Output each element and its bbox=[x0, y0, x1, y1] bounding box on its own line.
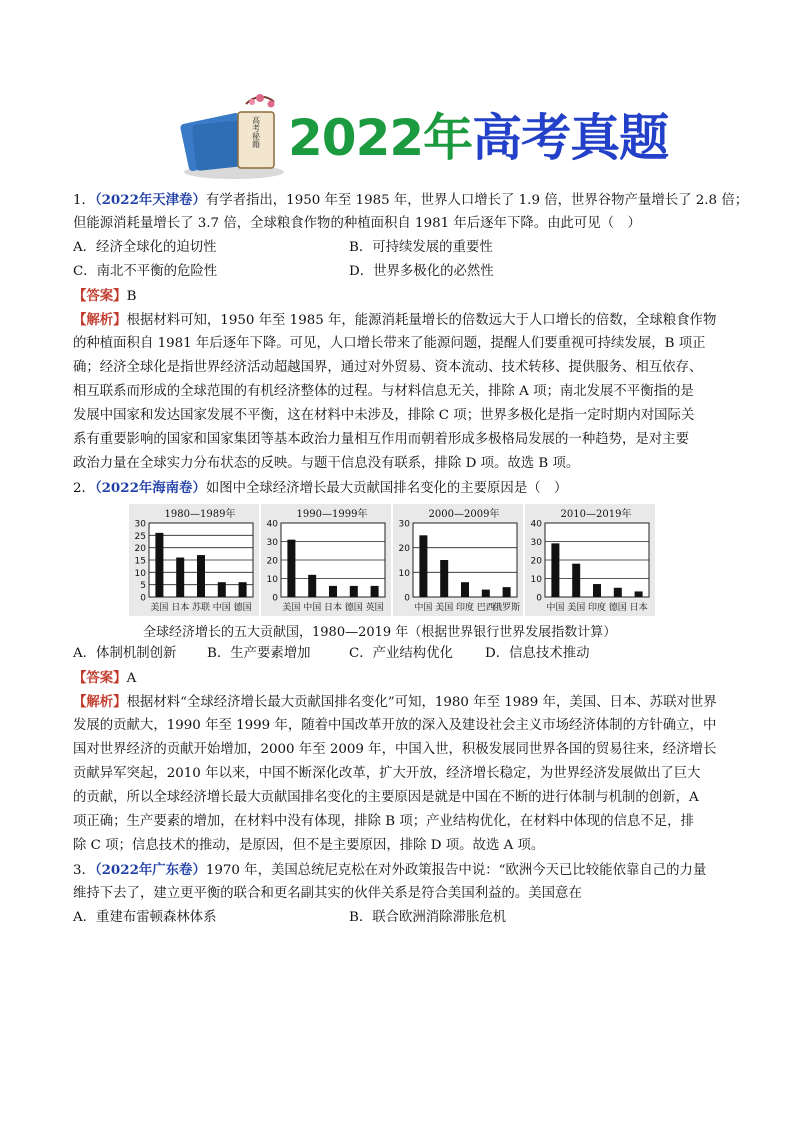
q2-analysis-line: 的贡献，所以全球经济增长最大贡献国排名变化的主要原因是就是中国在不断的进行体制与机制的创新，A bbox=[73, 790, 699, 805]
chart-category-label: 美国 bbox=[150, 603, 169, 613]
chart-tick-label: 10 bbox=[530, 575, 542, 585]
chart-bar bbox=[635, 591, 643, 597]
chart-tick-label: 10 bbox=[398, 568, 410, 579]
chart-tick-label: 0 bbox=[140, 593, 146, 604]
chart-bar bbox=[155, 533, 163, 597]
chart-category-label: 德国 bbox=[344, 603, 363, 613]
q2-option-b: B．生产要素增加 bbox=[207, 646, 311, 661]
chart-tick-label: 30 bbox=[134, 519, 146, 530]
chart-category-label: 德国 bbox=[233, 603, 252, 613]
q2-answer bbox=[73, 666, 733, 690]
chart-bar bbox=[371, 586, 379, 597]
chart-bar bbox=[176, 558, 184, 597]
q1-answer-tag: 【答案】 bbox=[73, 288, 127, 304]
title-heading: 高考真题 bbox=[472, 109, 669, 167]
chart-category-label: 中国 bbox=[303, 603, 322, 613]
q1-option-d: D．世界多极化的必然性 bbox=[349, 264, 494, 279]
chart-category-label: 美国 bbox=[435, 603, 454, 613]
q3-stem-text1: 1970 年，美国总统尼克松在对外政策报告中说：“欧洲今天已比较能依靠自己的力量 bbox=[205, 863, 707, 878]
chart-category-label: 英国 bbox=[365, 603, 384, 613]
chart-tick-label: 15 bbox=[134, 556, 146, 567]
chart-category-label: 日本 bbox=[629, 603, 648, 613]
chart-bar bbox=[482, 590, 490, 597]
chart-tick-label: 20 bbox=[530, 556, 542, 567]
book-stack-logo bbox=[176, 92, 286, 180]
chart-bar bbox=[197, 555, 205, 597]
chart-tick-label: 30 bbox=[398, 519, 410, 530]
q1-options-row2 bbox=[73, 260, 733, 284]
q2-chart-figure bbox=[73, 504, 733, 640]
chart-category-label: 美国 bbox=[567, 603, 586, 613]
q2-option-d: D．信息技术推动 bbox=[485, 646, 590, 661]
title-year: 2022年 bbox=[288, 109, 473, 167]
q2-number: 2． bbox=[73, 481, 95, 496]
chart-category-label: 中国 bbox=[212, 603, 231, 613]
q1-analysis-text: 根据材料可知，1950 年至 1985 年，能源消耗量增长的倍数远大于人口增长的倍数，全球粮食作物 bbox=[126, 313, 717, 328]
chart-tick-label: 20 bbox=[266, 556, 278, 567]
chart-bar bbox=[440, 560, 448, 597]
chart-tick-label: 0 bbox=[536, 593, 542, 604]
chart-category-label: 日本 bbox=[323, 603, 343, 613]
q1-analysis-line: 系有重要影响的国家和国家集团等基本政治力量相互作用而朝着形成多极格局发展的一种趋势，是对主要 bbox=[73, 432, 689, 447]
chart-category-label: 印度 bbox=[587, 603, 607, 613]
chart-tick-label: 5 bbox=[140, 581, 146, 592]
q2-analysis-line: 发展的贡献大，1990 年至 1999 年，随着中国改革开放的深入及建设社会主义市场经济体制的方针确立，中 bbox=[73, 718, 717, 733]
q1-analysis-line: 确；经济全球化是指世界经济活动超越国界，通过对外贸易、资本流动、技术转移、提供服务、相互依存、 bbox=[73, 360, 703, 375]
chart-bar bbox=[551, 543, 559, 597]
chart-bar bbox=[614, 588, 622, 597]
chart-title: 2000—2009年 bbox=[428, 509, 500, 520]
q2-analysis-line: 贡献异军突起，2010 年以来，中国不断深化改革，扩大开放，经济增长稳定，为世界经济发展做出了巨大 bbox=[73, 766, 701, 781]
chart-tick-label: 0 bbox=[272, 593, 278, 604]
chart-title: 1980—1989年 bbox=[164, 509, 236, 520]
q1-answer-value: B bbox=[126, 289, 137, 304]
chart-bar bbox=[461, 582, 469, 597]
chart-category-label: 印度 bbox=[455, 603, 475, 613]
chart-tick-label: 10 bbox=[134, 568, 146, 579]
q1-analysis-line: 相互联系而形成的全球范围的有机经济整体的过程。与材料信息无关，排除 A 项；南北发展不平衡指的是 bbox=[73, 384, 694, 399]
q3-option-b: B．联合欧洲消除滞胀危机 bbox=[349, 910, 507, 925]
q3-number: 3． bbox=[73, 863, 95, 878]
chart-category-label: 中国 bbox=[414, 603, 433, 613]
chart-bar bbox=[572, 564, 580, 597]
chart-category-label: 巴西 bbox=[476, 603, 495, 613]
q3-option-a: A．重建布雷顿森林体系 bbox=[73, 910, 217, 925]
chart-bar bbox=[287, 540, 295, 597]
chart-tick-label: 30 bbox=[530, 538, 542, 548]
q2-stem bbox=[73, 476, 733, 500]
q1-number: 1． bbox=[73, 193, 95, 208]
q1-analysis-tag: 【解析】 bbox=[73, 312, 127, 328]
chart-category-label: 苏联 bbox=[191, 603, 211, 613]
q1-answer bbox=[73, 284, 733, 308]
chart-bar bbox=[503, 587, 511, 597]
q1-analysis-line: 政治力量在全球实力分布状态的反映。与题干信息没有联系，排除 D 项。故选 B 项。 bbox=[73, 456, 580, 471]
chart-bar bbox=[419, 535, 427, 597]
q1-source: （2022年天津卷） bbox=[94, 192, 206, 208]
q1-option-c: C．南北不平衡的危险性 bbox=[73, 264, 218, 279]
chart-tick-label: 30 bbox=[266, 538, 278, 548]
question-content bbox=[73, 188, 749, 930]
chart-bar bbox=[218, 582, 226, 597]
q1-stem-line1 bbox=[73, 188, 749, 212]
q1-stem-line2: 但能源消耗量增长了 3.7 倍，全球粮食作物的种植面积自 1981 年后逐年下降。由此可见（ ） bbox=[73, 216, 641, 231]
q1-analysis-line: 的种植面积自 1981 年后逐年下降。可见，人口增长带来了能源问题，提醒人们要重视可持续发展，B 项正 bbox=[73, 336, 706, 351]
chart-tick-label: 25 bbox=[134, 531, 146, 542]
q2-analysis-line bbox=[73, 690, 733, 714]
chart-caption: 全球经济增长的五大贡献国，1980—2019 年（根据世界银行世界发展指数计算） bbox=[143, 625, 617, 640]
q2-option-a: A．体制机制创新 bbox=[73, 646, 177, 661]
chart-category-label: 日本 bbox=[171, 603, 190, 613]
q2-analysis-line: 项正确；生产要素的增加，在材料中没有体现，排除 B 项；产业结构优化，在材料中体现的信息不足，排 bbox=[73, 814, 694, 829]
q2-analysis-line: 国对世界经济的贡献开始增加，2000 年至 2009 年，中国入世，积极发展同世界各国的贸易往来，经济增长 bbox=[73, 742, 717, 757]
chart-bar bbox=[239, 582, 247, 597]
chart-tick-label: 40 bbox=[266, 519, 278, 530]
chart-tick-label: 10 bbox=[266, 575, 278, 585]
q2-stem-text: 如图中全球经济增长最大贡献国排名变化的主要原因是（ ） bbox=[205, 481, 568, 496]
page-header bbox=[0, 92, 794, 182]
q2-options bbox=[73, 642, 733, 666]
chart-bar bbox=[308, 575, 316, 597]
q1-stem-text1: 有学者指出，1950 年至 1985 年，世界人口增长了 1.9 倍，世界谷物产量增长了 2.8 倍； bbox=[205, 193, 749, 208]
book-label: 高考秘籍 bbox=[251, 116, 261, 148]
q2-analysis-line: 除 C 项；信息技术的推动，是原因，但不是主要原因，排除 D 项。故选 A 项。 bbox=[73, 838, 545, 853]
q1-analysis-line bbox=[73, 308, 733, 332]
q2-option-c: C．产业结构优化 bbox=[349, 646, 453, 661]
chart-category-label: 美国 bbox=[282, 603, 301, 613]
q1-option-a: A．经济全球化的迫切性 bbox=[73, 240, 217, 255]
page-title bbox=[288, 110, 668, 166]
chart-bar bbox=[593, 584, 601, 597]
q1-option-b: B．可持续发展的重要性 bbox=[349, 240, 493, 255]
q1-analysis-line: 发展中国家和发达国家发展不平衡，这在材料中未涉及，排除 C 项；世界多极化是指一定时期内对国际关 bbox=[73, 408, 695, 423]
chart-category-label: 中国 bbox=[546, 603, 565, 613]
q3-stem-line1 bbox=[73, 858, 733, 882]
gdp-contribution-charts bbox=[73, 504, 733, 622]
q1-options-row1 bbox=[73, 236, 733, 260]
q3-options-row1 bbox=[73, 906, 733, 930]
chart-category-label: 俄罗斯 bbox=[493, 603, 521, 613]
q2-analysis-text: 根据材料“全球经济增长最大贡献国排名变化”可知，1980 年至 1989 年，美国、日本、苏联对世界 bbox=[126, 695, 717, 710]
q2-source: （2022年海南卷） bbox=[94, 480, 206, 496]
chart-title: 2010—2019年 bbox=[560, 509, 632, 520]
chart-bar bbox=[350, 586, 358, 597]
chart-tick-label: 20 bbox=[398, 544, 410, 555]
chart-title: 1990—1999年 bbox=[296, 509, 368, 520]
chart-tick-label: 0 bbox=[404, 593, 410, 604]
q2-answer-value: A bbox=[126, 671, 137, 686]
chart-tick-label: 20 bbox=[134, 544, 146, 555]
q3-source: （2022年广东卷） bbox=[94, 862, 206, 878]
chart-bar bbox=[329, 586, 337, 597]
q2-analysis-tag: 【解析】 bbox=[73, 694, 127, 710]
q2-answer-tag: 【答案】 bbox=[73, 670, 127, 686]
chart-tick-label: 40 bbox=[530, 519, 542, 530]
q3-stem-line2: 维持下去了，建立更平衡的联合和更名副其实的伙伴关系是符合美国利益的。美国意在 bbox=[73, 886, 582, 901]
chart-category-label: 德国 bbox=[608, 603, 627, 613]
